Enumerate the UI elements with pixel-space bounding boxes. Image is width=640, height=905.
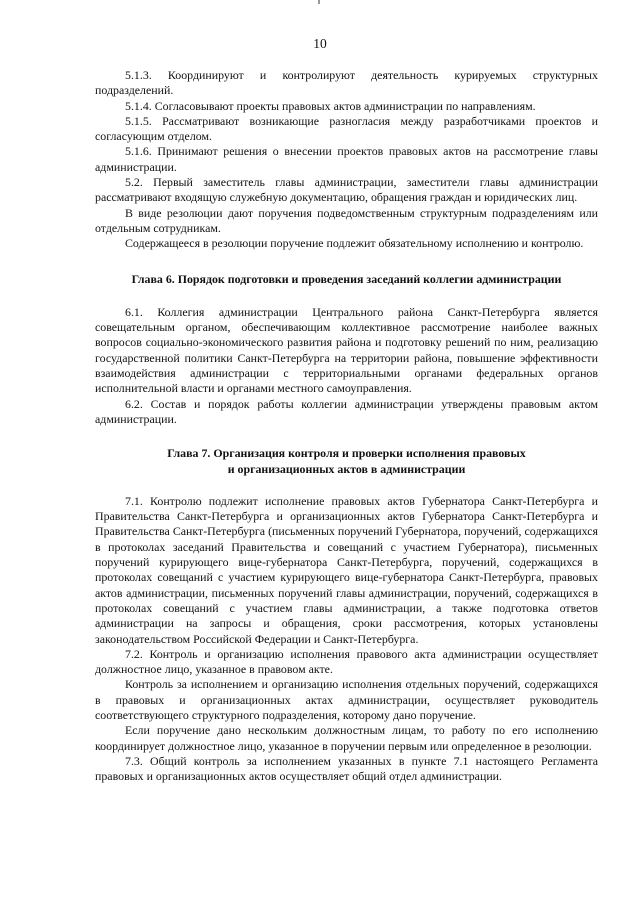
- paragraph-5-1-6: 5.1.6. Принимают решения о внесении проектов правовых актов на рассмотрение главы администрации.: [95, 144, 598, 174]
- paragraph-7-1: 7.1. Контролю подлежит исполнение правовых актов Губернатора Санкт-Петербурга и Правительства Санкт-Петербурга и организационных актов Губернатора Санкт-Петербурга и Правительства Санкт-Петербурга (письменных поручений Губернатора, поручений, содержащихся в протоколах заседаний Правительства и совещаний с участием Губернатора), письменных поручений курирующего вице-губернатора Санкт-Петербурга, поручений, содержащихся в протоколах совещаний с участием курирующего вице-губернатора Санкт-Петербурга, правовых актов администрации, письменных поручений главы администрации, поручений, содержащихся в протоколах совещаний с участием главы администрации, а также подготовка ответов администрации на запросы и обращения, сроки рассмотрения, которых установлены законодательством Российской Федерации и Санкт-Петербурга.: [95, 493, 598, 646]
- paragraph-5-1-3: 5.1.3. Координируют и контролируют деятельность курируемых структурных подразделений.: [95, 68, 598, 98]
- paragraph-6-2: 6.2. Состав и порядок работы коллегии администрации утверждены правовым актом администрации.: [95, 396, 598, 426]
- chapter-7-title-line-1: Глава 7. Организация контроля и проверки исполнения правовых: [167, 446, 526, 461]
- paragraph-5-1-4: 5.1.4. Согласовывают проекты правовых актов администрации по направлениям.: [125, 98, 536, 113]
- paragraph-7-2-coordination: Если поручение дано нескольким должностным лицам, то работу по его исполнению координирует должностное лицо, указанное в поручении первым или определенное в резолюции.: [95, 723, 598, 753]
- paragraph-7-3: 7.3. Общий контроль за исполнением указанных в пункте 7.1 настоящего Регламента правовых и организационных актов осуществляет общий отдел администрации.: [95, 753, 598, 784]
- paragraph-5-2: 5.2. Первый заместитель главы администрации, заместители главы администрации рассматривают входящую служебную документацию, обращения граждан и юридических лиц.: [95, 175, 598, 205]
- paragraph-resolution-control: Содержащееся в резолюции поручение подлежит обязательному исполнению и контролю.: [125, 236, 584, 251]
- page-number: 10: [313, 36, 327, 51]
- scan-mark: [318, 0, 320, 4]
- paragraph-6-1: 6.1. Коллегия администрации Центрального района Санкт-Петербурга является совещательным органом, обеспечивающим коллективное рассмотрение наиболее важных вопросов социально-экономического развития района и подготовку решений по ним, реализацию государственной политики Санкт-Петербурга на территории района, повышение эффективности взаимодействия администрации с территориальными органами федеральных органов исполнительной власти и органами местного самоуправления.: [95, 304, 598, 396]
- paragraph-5-1-5: 5.1.5. Рассматривают возникающие разногласия между разработчиками проектов и согласующим отделом.: [95, 113, 598, 144]
- chapter-7-title-line-2: и организационных актов в администрации: [227, 461, 466, 476]
- chapter-6-title: Глава 6. Порядок подготовки и проведения заседаний коллегии администрации: [131, 271, 562, 286]
- paragraph-resolution: В виде резолюции дают поручения подведомственным структурным подразделениям или отдельным сотрудникам.: [95, 205, 598, 235]
- document-body: [95, 68, 598, 784]
- paragraph-7-2-control: Контроль за исполнением и организацию исполнения отдельных поручений, содержащихся в правовых и организационных актах администрации, осуществляет руководитель соответствующего структурного подразделения, которому дано поручение.: [95, 677, 598, 722]
- paragraph-7-2: 7.2. Контроль и организацию исполнения правового акта администрации осуществляет должностное лицо, указанное в правовом акте.: [95, 646, 598, 677]
